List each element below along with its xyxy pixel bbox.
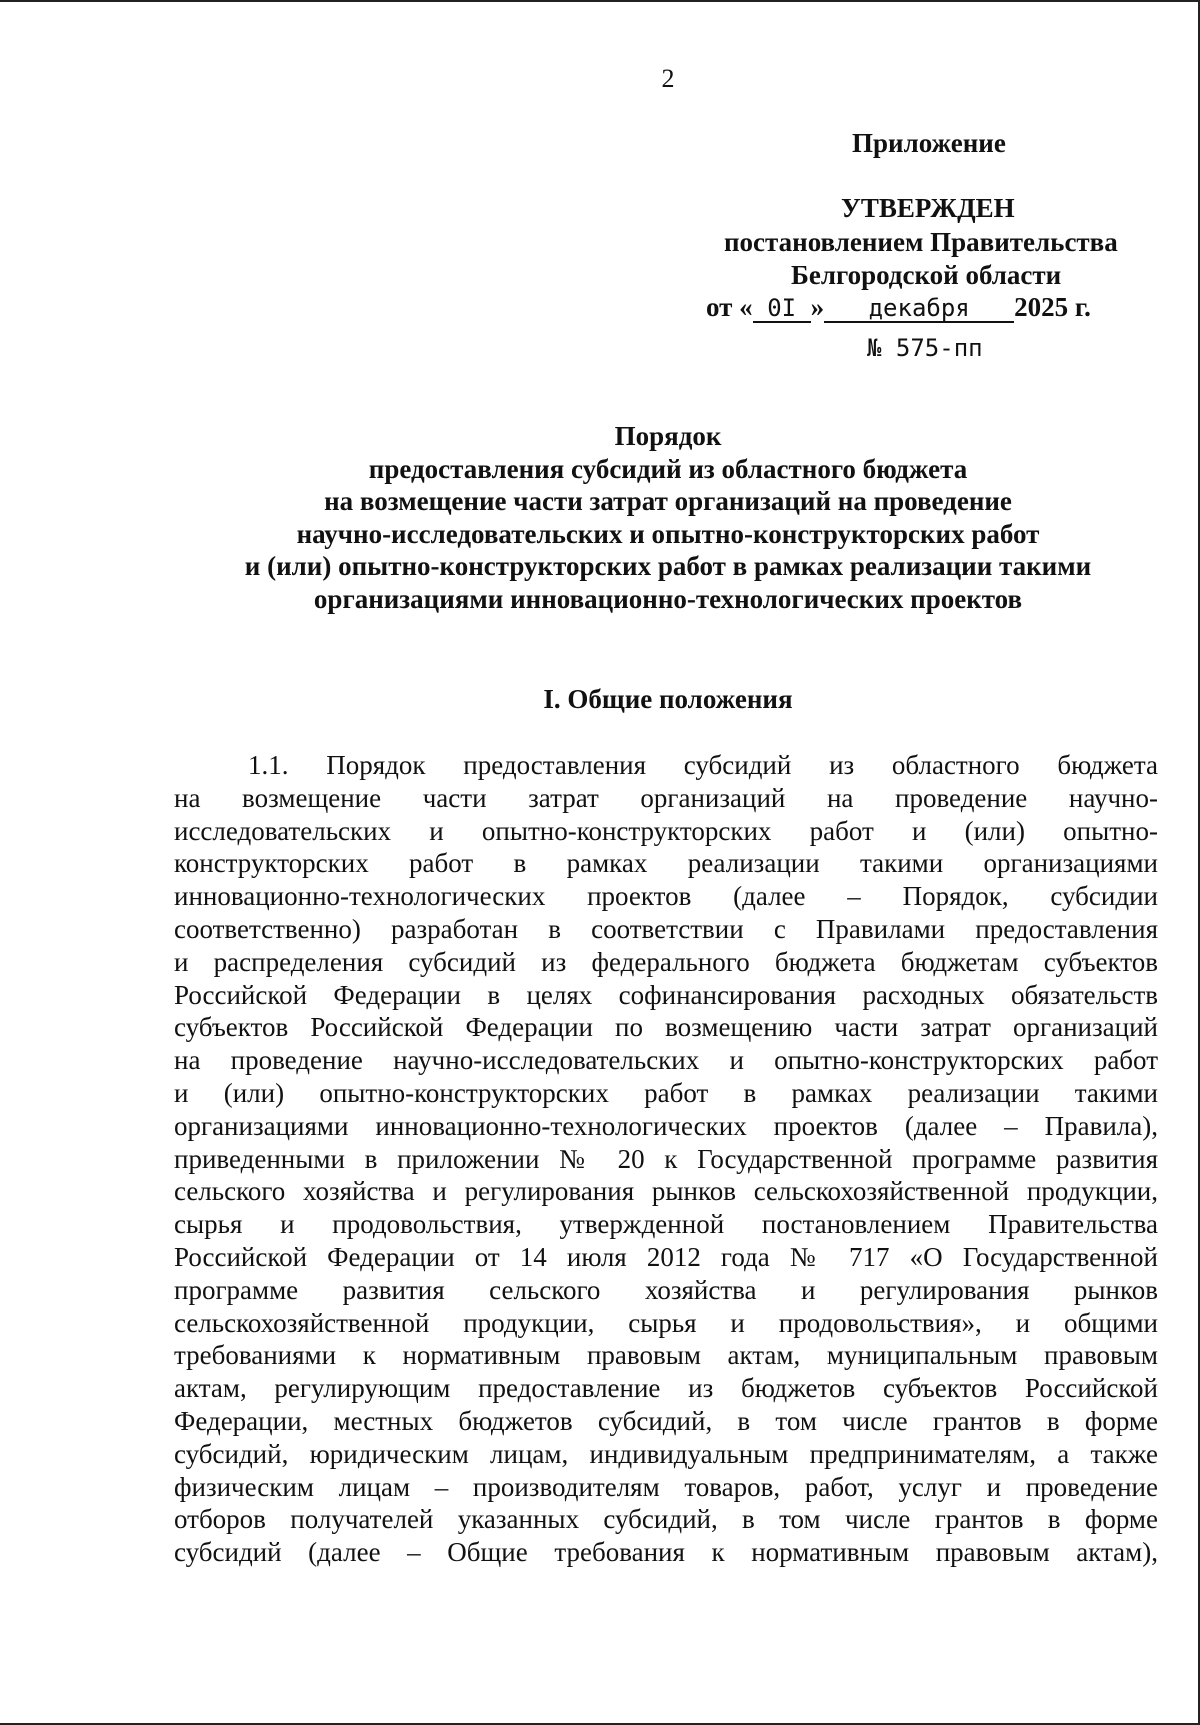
date-prefix: от «	[706, 292, 753, 322]
title-line: научно-исследовательских и опытно-конструкторских работ	[296, 518, 1040, 549]
title-line: Порядок	[614, 421, 722, 451]
date-year: 2025 г.	[1014, 292, 1091, 322]
body-line: физическим лицам – производителям товаров, работ, услуг и проведение	[174, 1471, 1158, 1502]
body-line: на возмещение части затрат организаций на проведение научно-	[174, 782, 1158, 813]
document-number: № 575-пп	[867, 334, 983, 362]
title-line: предоставления субсидий из областного бюджета	[368, 453, 968, 484]
date-mid: »	[810, 292, 825, 322]
body-line: организациями инновационно-технологических проектов (далее – Правила),	[174, 1110, 1158, 1141]
body-line: субсидий, юридическим лицам, индивидуальным предпринимателям, а также	[174, 1438, 1158, 1469]
date-line	[706, 292, 1091, 323]
body-line: требованиями к нормативным правовым актам, муниципальным правовым	[174, 1340, 1158, 1371]
approval-block	[700, 0, 1160, 380]
body-line: приведенными в приложении № 20 к Государственной программе развития	[174, 1143, 1158, 1174]
body-line: на проведение научно-исследовательских и опытно-конструкторских работ	[174, 1045, 1158, 1076]
title-line: организациями инновационно-технологических проектов	[313, 583, 1023, 614]
body-paragraph	[174, 749, 1158, 1569]
body-line: и (или) опытно-конструкторских работ в рамках реализации такими	[174, 1077, 1158, 1108]
approved-label: УТВЕРЖДЕН	[841, 193, 1015, 223]
date-month-field: декабря	[824, 295, 1014, 323]
body-line: 1.1. Порядок предоставления субсидий из областного бюджета	[248, 750, 1158, 780]
body-line: и распределения субсидий из федерального бюджета бюджетам субъектов	[174, 946, 1158, 977]
body-line: сырья и продовольствия, утвержденной постановлением Правительства	[174, 1209, 1158, 1240]
resolution-line: постановлением Правительства	[724, 227, 1118, 257]
body-line: конструкторских работ в рамках реализации такими организациями	[174, 848, 1158, 879]
body-line: субсидий (далее – Общие требования к нормативным правовым актам),	[174, 1537, 1158, 1568]
body-line: отборов получателей указанных субсидий, в том числе грантов в форме	[174, 1504, 1158, 1535]
title-line: и (или) опытно-конструкторских работ в рамках реализации такими	[244, 551, 1092, 581]
body-line: сельскохозяйственной продукции, сырья и продовольствия», и общими	[174, 1307, 1158, 1338]
title-line: на возмещение части затрат организаций на проведение	[324, 486, 1012, 516]
body-line: сельского хозяйства и регулирования рынков сельскохозяйственной продукции,	[174, 1176, 1158, 1207]
region-line: Белгородской области	[791, 260, 1062, 290]
page-number: 2	[661, 64, 675, 93]
body-line: соответственно) разработан в соответствии с Правилами предоставления	[174, 913, 1158, 944]
body-line: субъектов Российской Федерации по возмещению части затрат организаций	[174, 1012, 1158, 1043]
body-line: инновационно-технологических проектов (далее – Порядок, субсидии	[174, 881, 1158, 912]
date-day-field: 0I	[753, 295, 811, 323]
body-line: Российской Федерации в целях софинансирования расходных обязательств	[174, 979, 1158, 1010]
body-line: исследовательских и опытно-конструкторских работ и (или) опытно-	[174, 815, 1158, 846]
body-line: актам, регулирующим предоставление из бюджетов субъектов Российской	[174, 1373, 1158, 1404]
appendix-label: Приложение	[852, 128, 1006, 158]
document-title	[190, 420, 1146, 615]
body-line: Федерации, местных бюджетов субсидий, в том числе грантов в форме	[174, 1405, 1158, 1436]
body-line: программе развития сельского хозяйства и регулирования рынков	[174, 1274, 1158, 1305]
body-line: Российской Федерации от 14 июля 2012 года № 717 «О Государственной	[174, 1241, 1158, 1272]
section-heading: I. Общие положения	[543, 684, 793, 714]
